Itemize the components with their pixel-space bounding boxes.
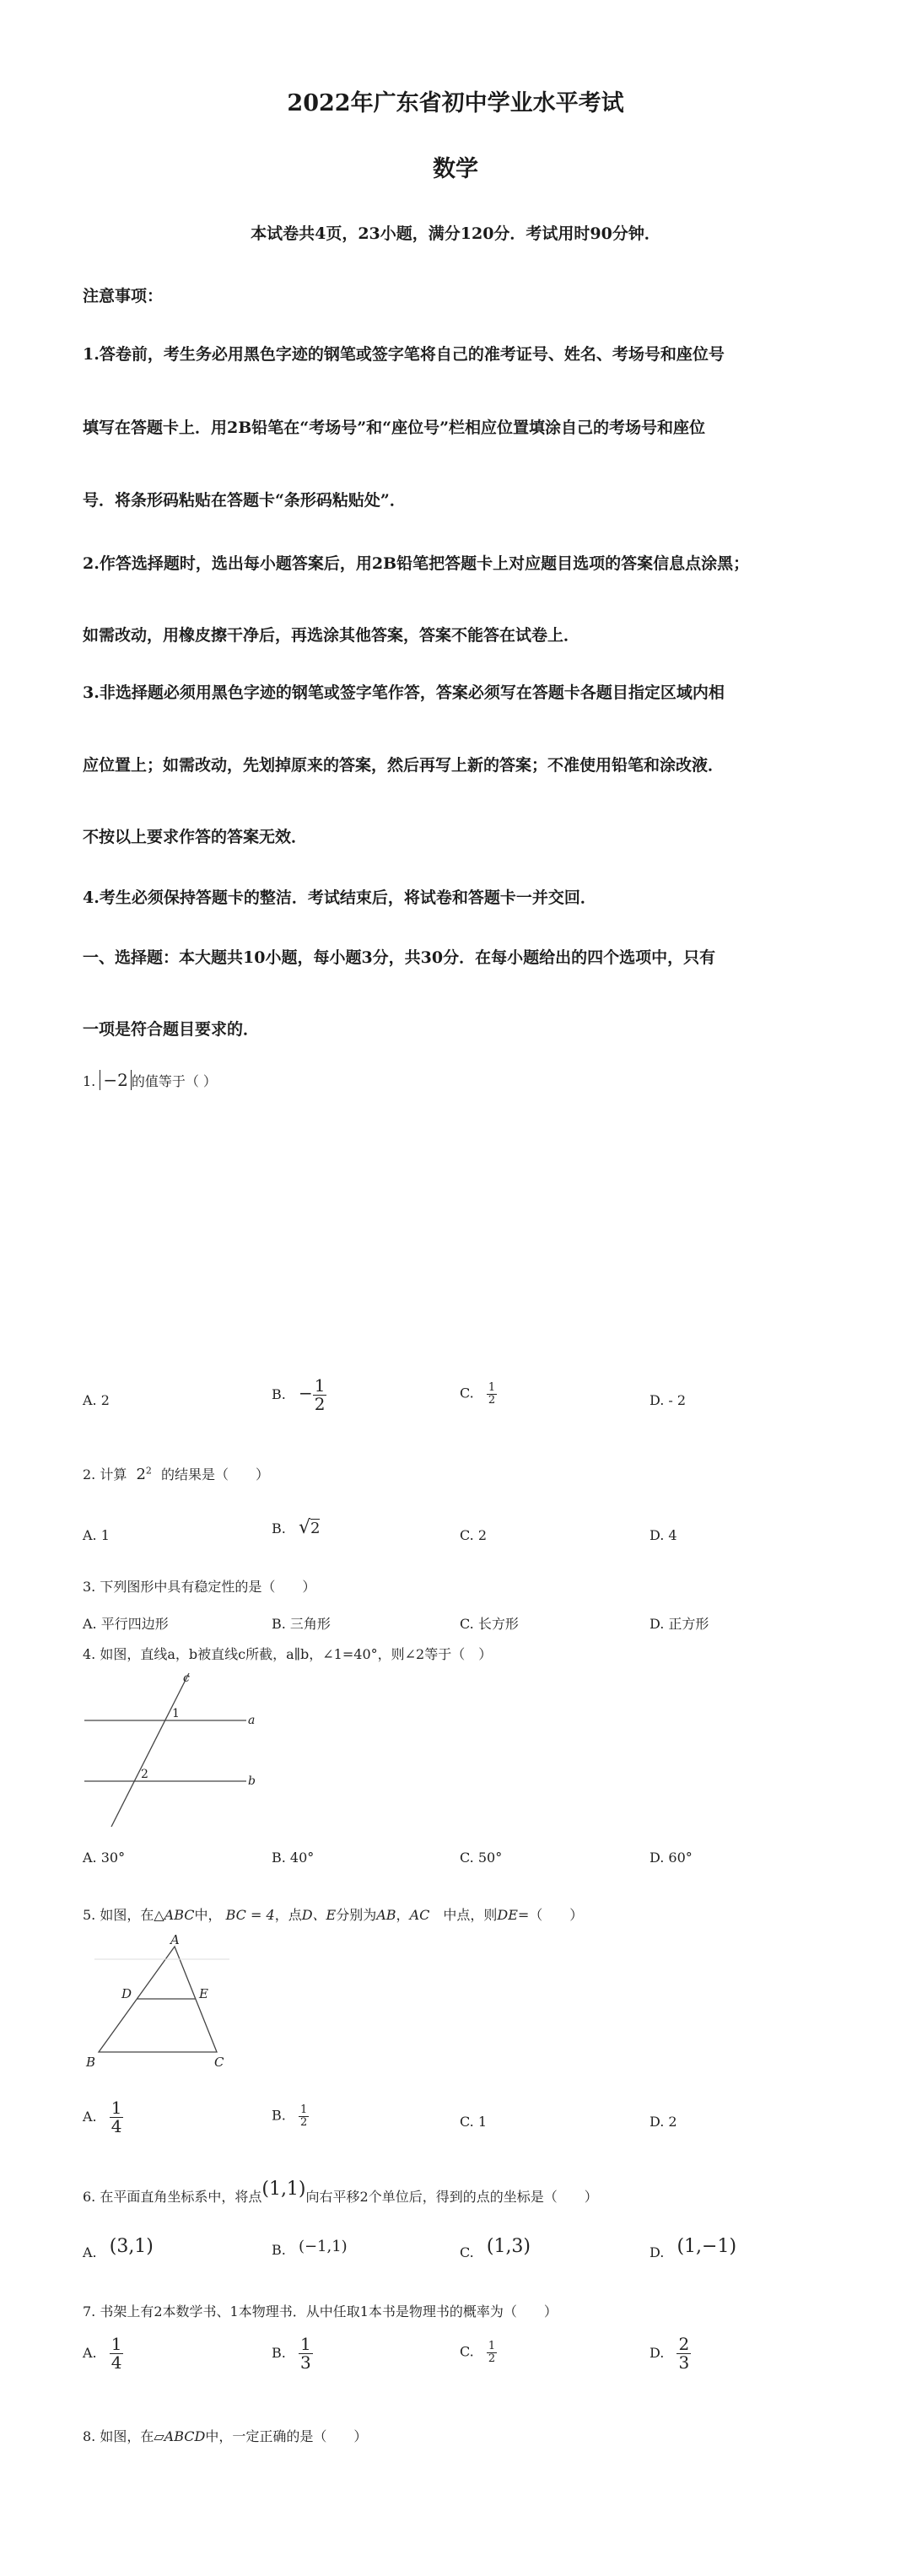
notes-line: 填写在答题卡上．用2B铅笔在“考场号”和“座位号”栏相应位置填涂自己的考场号和座位: [83, 419, 705, 437]
coordinates: (3,1): [109, 2236, 154, 2257]
denominator: 2: [299, 2115, 308, 2129]
label-b: b: [248, 1774, 256, 1788]
question-6-stem: [83, 2179, 598, 2206]
q2-option-c: C. 2: [460, 1527, 488, 1543]
numerator: 2: [678, 2334, 690, 2354]
math-expression: D、E: [301, 1907, 337, 1923]
denominator: 4: [111, 2116, 122, 2136]
q7-option-b: [272, 2336, 313, 2372]
triangle-figure: [78, 1934, 246, 2073]
parallelogram-name: ▱ABCD: [154, 2428, 206, 2444]
coordinates: (1,3): [486, 2236, 531, 2257]
vertex-a-label: A: [170, 1934, 180, 1947]
q6-option-a: [83, 2236, 154, 2262]
section-heading: 一、选择题：本大题共10小题，每小题3分，共30分．在每小题给出的四个选项中，只有: [83, 948, 716, 967]
denominator: 2: [314, 1394, 326, 1414]
q5-option-c: C. 1: [460, 2114, 488, 2130]
q4-option-c: C. 50°: [460, 1850, 503, 1866]
question-text: =（ ）: [517, 1907, 584, 1923]
q5-option-b: [272, 2104, 309, 2128]
question-text: 的值等于（ ）: [131, 1073, 217, 1089]
denominator: 3: [299, 2352, 311, 2373]
question-text: 向右平移2个单位后，得到的点的坐标是（ ）: [305, 2189, 598, 2205]
q2-option-a: A. 1: [83, 1527, 110, 1543]
label-a: a: [248, 1714, 256, 1727]
power-exponent: 2: [145, 1465, 152, 1477]
notes-line: 2.作答选择题时，选出每小题答案后，用2B铅笔把答题卡上对应题目选项的答案信息点涂黑；: [83, 554, 750, 573]
coordinates: (1,−1): [677, 2236, 737, 2257]
question-7-stem: 7. 书架上有2本数学书、1本物理书．从中任取1本书是物理书的概率为（ ）: [83, 2303, 558, 2319]
q6-option-b: [272, 2238, 348, 2259]
absolute-value-expression: −2: [100, 1070, 131, 1090]
q7-option-c: [460, 2341, 497, 2364]
triangle-name: △ABC: [154, 1907, 195, 1923]
notes-heading: 注意事项：: [83, 287, 164, 305]
q5-option-d: D. 2: [650, 2114, 677, 2130]
q1-option-a: A. 2: [83, 1392, 110, 1408]
question-5-stem: [83, 1904, 583, 1924]
fraction: [313, 1377, 327, 1413]
option-label: A.: [83, 2244, 97, 2260]
fraction: [110, 2336, 124, 2372]
question-text: 5. 如图，在: [83, 1907, 154, 1923]
minus-sign: −: [298, 1383, 313, 1403]
notes-line: 4.考生必须保持答题卡的整洁．考试结束后，将试卷和答题卡一并交回．: [83, 888, 596, 907]
question-text: 的结果是（ ）: [161, 1466, 270, 1482]
numerator: 1: [488, 2340, 496, 2352]
sqrt-symbol: √: [298, 1517, 310, 1538]
q4-option-b: B. 40°: [272, 1850, 315, 1866]
numerator: 1: [299, 2103, 308, 2116]
fraction: [299, 2336, 313, 2372]
angle-2-label: 2: [141, 1768, 148, 1781]
fraction: [487, 2341, 497, 2364]
subject-title: 数学: [433, 156, 478, 182]
math-expression: BC = 4: [225, 1907, 275, 1923]
math-expression: AB: [376, 1907, 396, 1923]
vertex-c-label: C: [214, 2055, 224, 2070]
notes-line: 号．将条形码粘贴在答题卡“条形码粘贴处”．: [83, 491, 406, 510]
q1-option-c: [460, 1382, 497, 1406]
denominator: 2: [488, 1393, 496, 1407]
notes-line: 如需改动，用橡皮擦干净后，再选涂其他答案，答案不能答在试卷上．: [83, 626, 580, 645]
option-label: C.: [460, 1385, 474, 1401]
option-label: A.: [83, 2345, 97, 2361]
option-label: C.: [460, 2343, 474, 2360]
label-c: c: [183, 1671, 190, 1685]
q2-option-b: [272, 1517, 320, 1538]
fraction: [299, 2104, 309, 2128]
angle-1-label: 1: [172, 1707, 180, 1720]
notes-line: 1.答卷前，考生务必用黑色字迹的钢笔或签字笔将自己的准考证号、姓名、考场号和座位号: [83, 345, 725, 364]
option-label: B.: [272, 1386, 286, 1402]
numerator: 1: [488, 1381, 496, 1394]
notes-line: 不按以上要求作答的答案无效．: [83, 828, 308, 846]
numerator: 1: [314, 1375, 326, 1396]
q7-option-a: [83, 2336, 123, 2372]
numerator: 1: [111, 2334, 122, 2354]
radicand: 2: [310, 1520, 321, 1537]
denominator: 3: [678, 2352, 690, 2373]
fraction: [110, 2099, 124, 2136]
denominator: 4: [111, 2352, 122, 2373]
question-text: 中，: [194, 1907, 222, 1923]
exam-info: 本试卷共4页，23小题，满分120分．考试用时90分钟．: [251, 224, 660, 243]
section-heading: 一项是符合题目要求的．: [83, 1020, 260, 1039]
q3-option-b: B. 三角形: [272, 1616, 331, 1632]
option-label: B.: [272, 1520, 286, 1536]
power-base: 2: [136, 1466, 146, 1483]
math-expression: AC: [409, 1907, 430, 1923]
question-4-stem: 4. 如图，直线a，b被直线c所截，a∥b，∠1=40°，则∠2等于（ ）: [83, 1646, 493, 1662]
vertex-b-label: B: [86, 2055, 96, 2070]
fraction: [487, 1382, 497, 1406]
notes-line: 3.非选择题必须用黑色字迹的钢笔或签字笔作答，答案必须写在答题卡各题目指定区域内相: [83, 683, 725, 702]
question-text: 8. 如图，在: [83, 2428, 154, 2444]
question-1-stem: [83, 1070, 217, 1090]
question-3-stem: 3. 下列图形中具有稳定性的是（ ）: [83, 1579, 316, 1595]
exam-title: 2022年广东省初中学业水平考试: [287, 90, 624, 116]
numerator: 1: [111, 2098, 122, 2118]
math-expression: DE: [497, 1907, 518, 1923]
q1-option-d: D. - 2: [650, 1392, 687, 1408]
option-label: D.: [650, 2345, 665, 2361]
q5-option-a: [83, 2099, 123, 2136]
q7-option-d: [650, 2336, 691, 2372]
option-label: B.: [272, 2242, 286, 2258]
point-coordinates: (1,1): [261, 2179, 306, 2200]
q6-option-c: [460, 2236, 531, 2262]
q4-option-d: D. 60°: [650, 1850, 693, 1866]
denominator: 2: [488, 2352, 496, 2365]
point-d-label: D: [121, 1986, 132, 2001]
option-label: C.: [460, 2244, 474, 2260]
question-8-stem: [83, 2426, 367, 2445]
option-label: D.: [650, 2244, 665, 2260]
question-text: 6. 在平面直角坐标系中，将点: [83, 2189, 262, 2205]
q3-option-a: A. 平行四边形: [83, 1616, 169, 1632]
option-label: A.: [83, 2109, 97, 2125]
q6-option-d: [650, 2236, 737, 2262]
question-text: 中点，则: [429, 1907, 498, 1923]
question-text: ，点: [274, 1907, 302, 1923]
numerator: 1: [299, 2334, 311, 2354]
q3-option-c: C. 长方形: [460, 1616, 519, 1632]
parallel-lines-figure: [78, 1666, 272, 1835]
coordinates: (−1,1): [298, 2238, 348, 2255]
option-label: B.: [272, 2107, 286, 2124]
q1-option-b: [272, 1377, 326, 1413]
q2-option-d: D. 4: [650, 1527, 677, 1543]
question-text: ，: [396, 1907, 410, 1923]
question-text: 2. 计算: [83, 1466, 127, 1482]
question-text: 分别为: [336, 1907, 377, 1923]
question-number: 1.: [83, 1073, 96, 1089]
question-text: 中，一定正确的是（ ）: [205, 2428, 368, 2444]
line-c: [111, 1673, 189, 1827]
notes-line: 应位置上；如需改动，先划掉原来的答案，然后再写上新的答案；不准使用铅笔和涂改液．: [83, 756, 725, 775]
question-2-stem: [83, 1464, 269, 1483]
fraction: [677, 2336, 691, 2372]
q4-option-a: A. 30°: [83, 1850, 126, 1866]
point-e-label: E: [199, 1986, 208, 2001]
option-label: B.: [272, 2345, 286, 2361]
q3-option-d: D. 正方形: [650, 1616, 709, 1632]
